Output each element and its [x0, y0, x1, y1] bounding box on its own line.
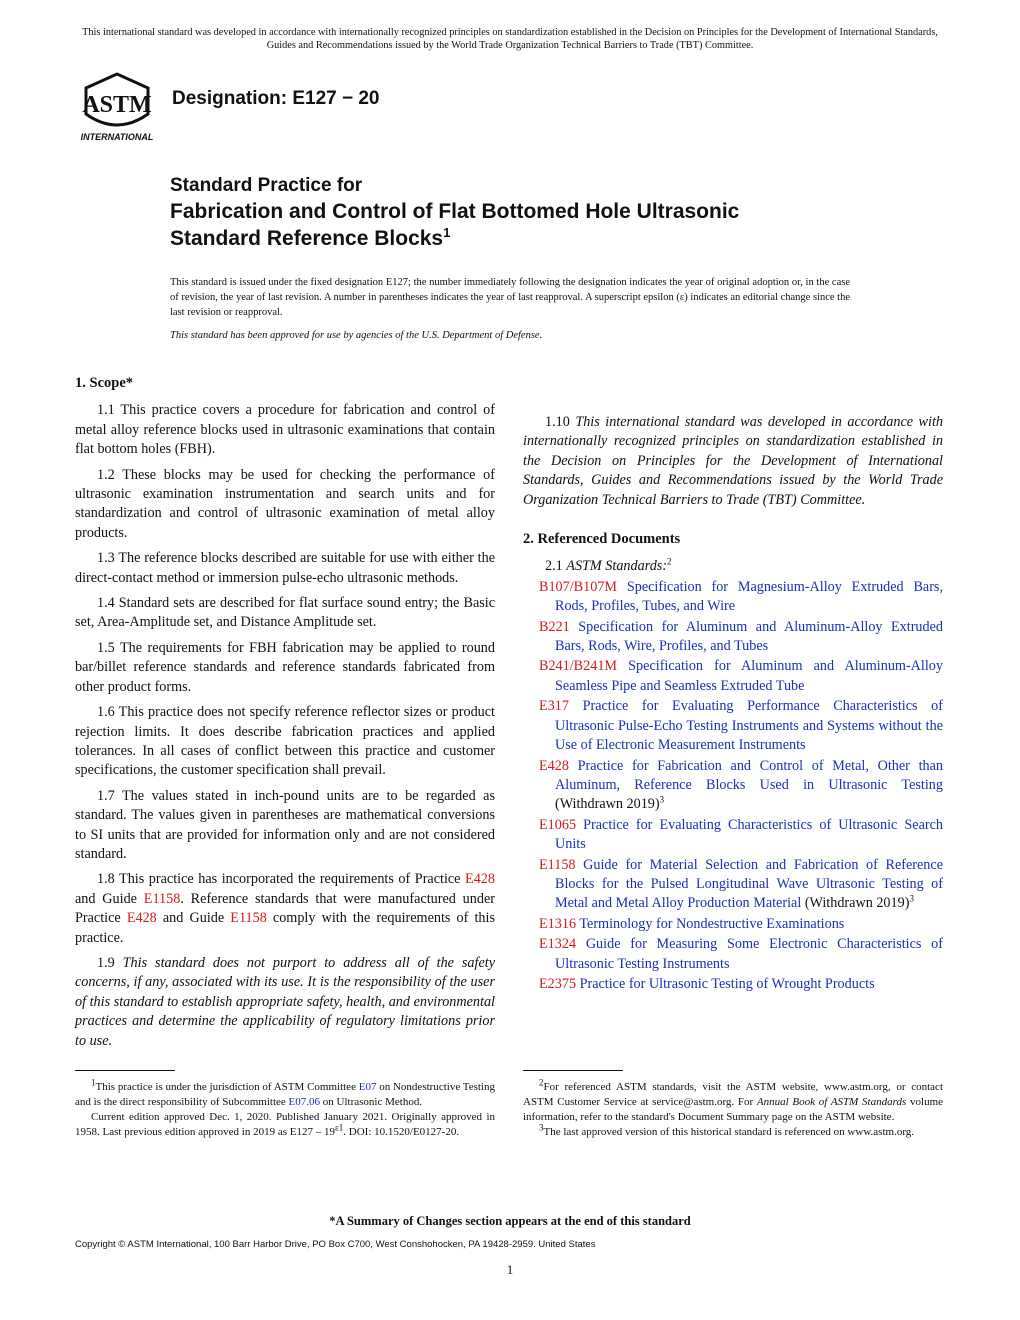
scope-1-4: 1.4 Standard sets are described for flat surface sound entry; the Basic set, Area-Amplitude set, and Distance Amplitude set.: [75, 595, 495, 631]
footnote-3: $^3$The last approved version of this historical standard is referenced on www.astm.org.: [539, 1122, 915, 1138]
summary-of-changes-note: *A Summary of Changes section appears at the end of this standard: [329, 1214, 691, 1228]
link-e428[interactable]: E428: [465, 871, 495, 888]
reference-code-link[interactable]: E2375: [539, 975, 577, 992]
reference-title-link[interactable]: Practice for Ultrasonic Testing of Wrought Products: [579, 975, 875, 992]
title-pre: Standard Practice for: [170, 175, 363, 196]
reference-title-link[interactable]: Practice for Evaluating Characteristics of Ultrasonic Search Units: [555, 816, 943, 853]
astm-standards-intro: 2.1 ASTM Standards:$^2$: [545, 556, 672, 575]
footnotes-right: [523, 1077, 944, 1140]
footnote-1: $^1$This practice is under the jurisdiction of ASTM Committee E07 on Nondestructive Testing and is the direct responsibility of Subcommittee E07.06 on Ultrasonic Method.: [75, 1077, 495, 1108]
reference-title-link[interactable]: Terminology for Nondestructive Examinations: [579, 915, 845, 932]
reference-title-link[interactable]: Guide for Measuring Some Electronic Characteristics of Ultrasonic Testing Instruments: [555, 936, 944, 972]
reference-item: [523, 915, 943, 934]
reference-item: [523, 657, 943, 696]
reference-item: [523, 975, 943, 994]
referenced-documents-heading: 2. Referenced Documents: [523, 531, 681, 548]
scope-1-6: 1.6 This practice does not specify reference reflector sizes or product rejection limits. It does describe fabrication practices and applied tolerances. In all cases of conflict between this practice and customer specifications, the customer specification shall prevail.: [75, 704, 495, 779]
svg-text:ASTM: ASTM: [82, 92, 152, 118]
link-e07-06[interactable]: E07.06: [288, 1096, 321, 1108]
footnote-1-edition: Current edition approved Dec. 1, 2020. Published January 2021. Originally approved in 1958. Last previous edition approved in 2019 as $E127 - 19^{\varepsilon 1}$. DOI: 10.1520/E0127-20.: [75, 1111, 495, 1138]
reference-withdrawn-note: (Withdrawn 2019): [801, 895, 910, 912]
reference-code-link[interactable]: E1158: [539, 856, 576, 873]
reference-title-link[interactable]: Practice for Evaluating Performance Characteristics of Ultrasonic Pulse-Echo Testing Instruments and Systems without the Use of Electronic Measurement Instruments: [555, 698, 943, 754]
link-e428[interactable]: E428: [126, 910, 157, 927]
reference-title-link[interactable]: Specification for Magnesium-Alloy Extruded Bars, Rods, Profiles, Tubes, and Wire: [555, 578, 944, 615]
link-e07[interactable]: E07: [358, 1081, 377, 1093]
reference-item: [523, 578, 943, 617]
page-number: 1: [506, 1262, 514, 1277]
reference-code-link[interactable]: B221: [539, 618, 570, 635]
left-column: [75, 374, 495, 1057]
reference-list: [523, 578, 943, 995]
title-line-2: Standard Reference Blocks$^1$: [170, 225, 451, 250]
right-column: [523, 374, 943, 995]
reference-code-link[interactable]: E428: [539, 757, 569, 774]
scope-1-1: 1.1 This practice covers a procedure for fabrication and control of metal alloy reference blocks used in ultrasonic examinations that contain flat bottom holes (FBH).: [75, 402, 495, 458]
title-line-1: Fabrication and Control of Flat Bottomed Hole Ultrasonic: [170, 200, 740, 223]
top-notice: This international standard was developed in accordance with internationally recognized principles on standardization established in the Decision on Principles for the Development of International Standards, Guides and Recommendations issued by the World Trade Organization Technical Barriers to Trade (TBT) Committee.: [82, 27, 938, 51]
footnote-2: $^2$For referenced ASTM standards, visit the ASTM website, www.astm.org, or contact ASTM Customer Service at service@astm.org. For Annual Book of ASTM Standards volume information, refer to the standard's Document Summary page on the ASTM website.: [523, 1077, 944, 1123]
reference-item: [523, 856, 943, 914]
reference-code-link[interactable]: E1324: [539, 936, 577, 953]
reference-item: [523, 935, 943, 974]
link-e1158[interactable]: E1158: [143, 890, 181, 907]
scope-1-7: 1.7 The values stated in inch-pound units are to be regarded as standard. The values given in parentheses are mathematical conversions to SI units that are provided for information only and are not considered standard.: [75, 787, 495, 862]
document-title: [170, 174, 930, 252]
reference-code-link[interactable]: E1316: [539, 915, 577, 932]
reference-code-link[interactable]: B241/B241M: [539, 658, 618, 675]
title-footnote-mark: 1: [443, 225, 451, 240]
scope-1-10: 1.10 This international standard was developed in accordance with internationally recognized principles on standardization established in the Decision on Principles for the Development of International Standards, Guides and Recommendations issued by the World Trade Organization Technical Barriers to Trade (TBT) Committee.: [523, 414, 943, 508]
issue-note: This standard is issued under the fixed designation E127; the number immediately following the designation indicates the year of original adoption or, in the case of revision, the year of last revision. A number in parentheses indicates the year of last reapproval. A superscript epsilon (ε) indicates an editorial change since the last revision or reapproval.: [170, 277, 850, 318]
reference-footnote-mark: 3: [659, 794, 665, 805]
reference-code-link[interactable]: E1065: [539, 816, 577, 833]
footnotes-left: [75, 1077, 495, 1140]
reference-code-link[interactable]: E317: [539, 698, 569, 715]
reference-title-link[interactable]: Practice for Fabrication and Control of Metal, Other than Aluminum, Reference Blocks Used in Ultrasonic Testing: [555, 757, 943, 793]
scope-1-5: 1.5 The requirements for FBH fabrication may be applied to round bar/billet reference standards and reference standards fabricated from other product forms.: [75, 639, 495, 695]
scope-1-8: 1.8 This practice has incorporated the requirements of Practice E428 and Guide E1158. Reference standards that were manufactured under Practice E428 and Guide E1158 comply with the requirements of this practice.: [75, 871, 495, 946]
scope-1-3: 1.3 The reference blocks described are suitable for use with either the direct-contact method or immersion pulse-echo ultrasonic methods.: [75, 550, 495, 586]
footnote-rule-right: [523, 1070, 623, 1071]
reference-item: [523, 816, 943, 855]
astm-logo-mark: [82, 74, 151, 125]
reference-footnote-mark: 3: [909, 893, 914, 904]
reference-title-link[interactable]: Specification for Aluminum and Aluminum-Alloy Seamless Pipe and Seamless Extruded Tube: [555, 658, 943, 694]
reference-item: [523, 697, 943, 755]
reference-withdrawn-note: (Withdrawn 2019): [555, 796, 660, 813]
reference-title-link[interactable]: Specification for Aluminum and Aluminum-Alloy Extruded Bars, Rods, Wire, Profiles, and Tubes: [555, 618, 944, 655]
astm-logo: [72, 70, 162, 146]
copyright: Copyright © ASTM International, 100 Barr Harbor Drive, PO Box C700, West Conshohocken, PA 19428-2959. United States: [75, 1239, 596, 1250]
reference-item: [523, 757, 943, 815]
dod-approval-note: This standard has been approved for use by agencies of the U.S. Department of Defense.: [170, 330, 543, 341]
scope-1-9: 1.9 This standard does not purport to address all of the safety concerns, if any, associated with its use. It is the responsibility of the user of this standard to establish appropriate safety, health, and environmental practices and determine the applicability of regulatory limitations prior to use.: [75, 954, 495, 1049]
continuation-spacer: [523, 374, 943, 413]
designation: Designation: E127 − 20: [172, 88, 380, 109]
scope-heading: 1. Scope*: [75, 375, 133, 391]
reference-item: [523, 618, 943, 657]
scope-1-2: 1.2 These blocks may be used for checking the performance of ultrasonic examination instrumentation and search units and for standardization and control of ultrasonic examination of metal alloy products.: [75, 466, 495, 541]
reference-code-link[interactable]: B107/B107M: [539, 578, 618, 595]
astm-logo-subtitle: INTERNATIONAL: [80, 132, 154, 142]
footnote-rule-left: [75, 1070, 175, 1071]
link-e1158[interactable]: E1158: [230, 910, 267, 927]
reference-title-link[interactable]: Guide for Material Selection and Fabrication of Reference Blocks for the Pulsed Longitudinal Wave Ultrasonic Testing of Metal and Metal Alloy Production Material: [555, 856, 943, 912]
